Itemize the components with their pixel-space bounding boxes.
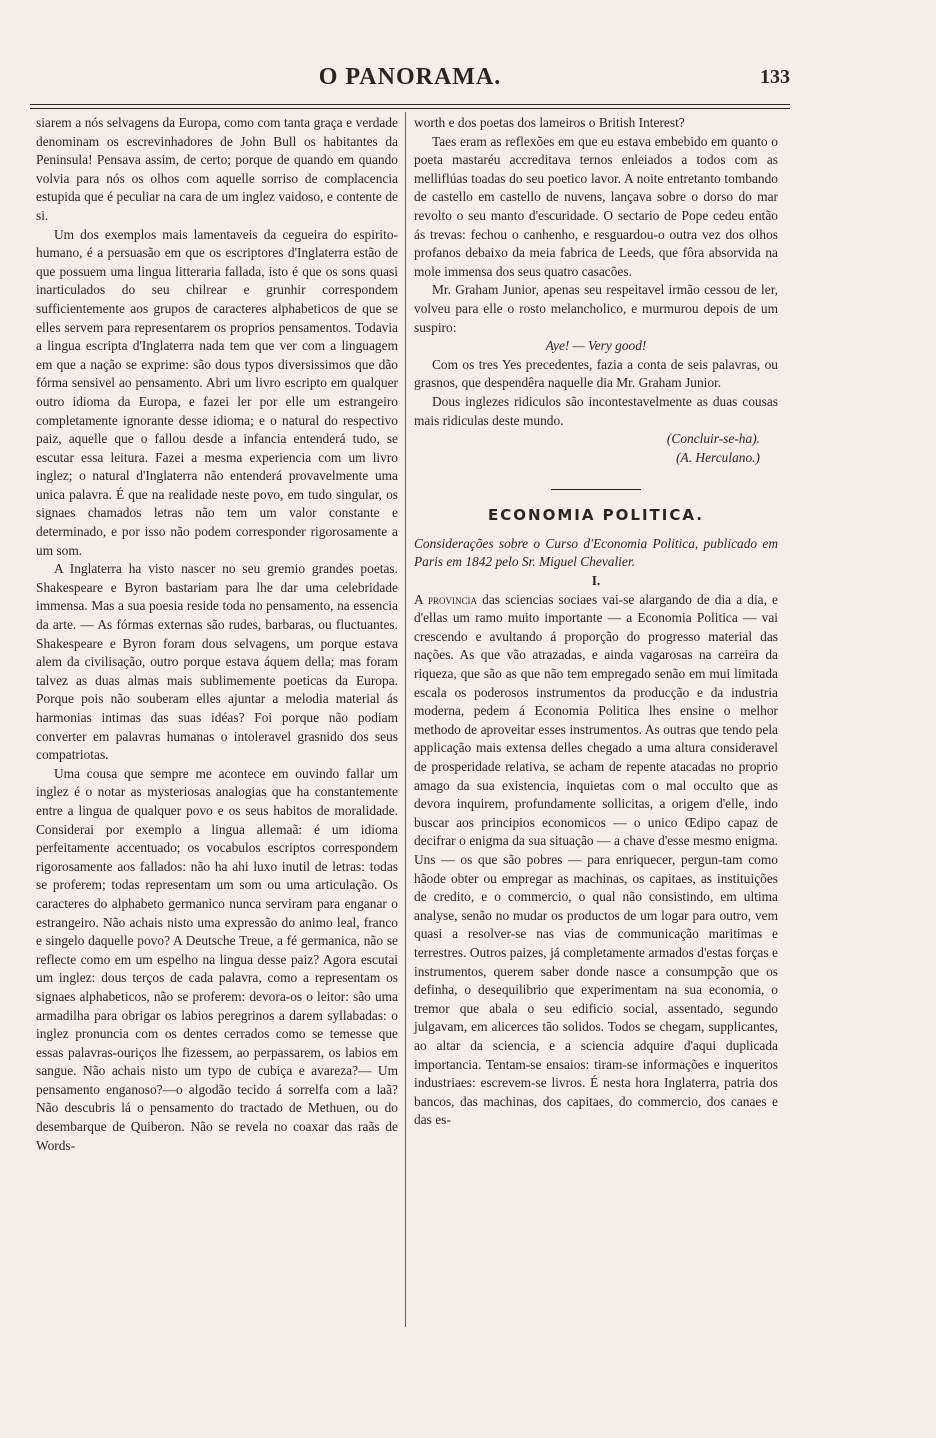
header-rule — [30, 104, 790, 105]
author-signature: (A. Herculano.) — [676, 449, 760, 465]
continuation-note: (Concluir-se-ha). — [666, 431, 760, 447]
header-rule-thin — [30, 108, 790, 109]
paragraph: Uma cousa que sempre me acontece em ouvindo fallar um inglez é o notar as mysteriosas analogias que ha constantemente entre a lingua de qualquer povo e os seus habitos de moralidade. Considerai por exemplo a lingua allemaã: é um idioma perfeitamente accentuado; os vocabulos escriptos correspondem rigorosamente aos fallados: não ha ahi luxo inutil de letras: todas se proferem; todas representam um som ou uma articulação. Os caracteres do alphabeto germanico nunca serviram para enganar o estrangeiro. Não achais nisto uma expressão do animo leal, franco e singelo daquelle povo? A Deutsche Treue, a fé germanica, não se reflecte como em um espelho na lingua desse paiz? Agora escutai um inglez: dous terços de cada palavra, como a representam os signaes alphabeticos, não se proferem: devora-os o leitor: são uma armadilha para obrigar os labios peregrinos a darem syllabadas: o inglez pronuncia com os dentes cerrados como se temesse que essas palavras-ouriços lhe fizessem, ao perpassarem, os labios em sangue. Não achais nisto um typo de cubiça e avareza?— Um pensamento enganoso?—o algodão tecido á sorrelfa com a laã? Não descubris lá o pensamento do tractado de Methuen, ou do desembarque de Quiberon. Não se revela no coaxar das raãs de Words- — [36, 765, 398, 1153]
paragraph: worth e dos poetas dos lameiros o British Interest? — [414, 115, 685, 130]
paragraph: Mr. Graham Junior, apenas seu respeitavel irmão cessou de ler, volveu para elle o rosto melancholico, e murmurou depois de um suspiro: — [414, 282, 778, 335]
paragraph: Taes eram as reflexões em que eu estava embebido em quanto o poeta mastaréu accreditava ternos enleiados a todos com as melliflúas toadas do seu poetico lavor. A noite entretanto tombando de castello em castello de nuvens, lançava sobre o dorso do mar revolto o seu manto d'escuridade. O sectario de Pope cedeu então ás trevas: fechou o canhenho, e resguardou-o outra vez dos olhos profanos debaixo da meia fabrica de Leeds, que fôra absorvida na mole immensa dos seus quatro casacões. — [414, 133, 778, 279]
column-separator — [405, 112, 406, 1327]
section-title: ECONOMIA POLITICA. — [488, 506, 704, 525]
paragraph: Dous inglezes ridiculos são incontestavelmente as duas cousas mais ridiculas deste mundo. — [414, 393, 778, 428]
page-number: 133 — [760, 66, 790, 88]
paragraph — [414, 591, 778, 1130]
paragraph: siarem a nós selvagens da Europa, como com tanta graça e verdade denominam os escrevinhadores de John Bull os habitantes da Peninsula! Pensava assim, de certo; porque de quando em quando volvia para nós os olhos com aquelle sorriso de complacencia estupida que é peculiar na cara de um inglez vaidoso, e contente de si. — [36, 115, 398, 223]
section-divider — [551, 489, 641, 490]
left-column — [36, 114, 398, 1155]
section-subtitle: Considerações sobre o Curso d'Economia Politica, publicado em Paris em 1842 pelo Sr. Miguel Chevalier. — [414, 535, 778, 570]
lead-word: A provincia — [414, 591, 478, 607]
right-column — [414, 114, 778, 1130]
paragraph-body: das sciencias sociaes vai-se alargando de dia a dia, e d'ellas um ramo muito importante — a Economia Politica — vai crescendo e avultando á proporção do progresso material das nações. As que vão atrazadas, e ainda vagarosas na carreira da riqueza, que são as que não tem empregado senão em mui limitada escala os poderosos instrumentos da producção e da industria moderna, pedem á Economia Politica lhes ensine o melhor methodo de aproveitar esses instrumentos. As outras que tendo pela applicação mais extensa delles chegado a uma altura consideravel de prosperidade relativa, se acham de repente atacadas no proprio amago da sua existencia, inquietas com o mal occulto que as devora inquirem, profundamente sollicitas, a origem d'elle, indo buscar aos principios economicos — o unico Œdipo capaz de decifrar o enigma da sua situação — a chave d'esse mesmo enigma. Uns — os que são pobres — para enriquecer, pergun-tam como hãode obter ou empregar as machinas, os capitaes, as instituições de credito, e o commercio, o qual não consistindo, em ultima analyse, senão no mudar os productos de um logar para outro, vem quasi a resolver-se nas vias de communicação maritimas e terrestres. Outros paizes, já completamente armados d'estas forças e instrumentos, querem saber donde nasce a consumpção que os definha, o desequilibrio que experimentam na sua economia, o tremor que abala o seu edificio social, assentado, segundo julgavam, em alicerces tão solidos. Todos se chegam, supplicantes, ao altar da sciencia, e a sciencia adquire d'aqui duplicada importancia. Tentam-se ensaios: tiram-se informações e inqueritos industriaes: escrevem-se livros. É nesta hora Inglaterra, patria dos bancos, das machinas, dos capitaes, do commercio, dos canaes e das es- — [414, 591, 778, 1128]
dialogue-line: Aye! — Very good! — [545, 338, 647, 354]
page-header — [30, 60, 790, 100]
section-numeral: I. — [591, 573, 601, 589]
paragraph: Com os tres Yes precedentes, fazia a conta de seis palavras, ou grasnos, que despendêra naquelle dia Mr. Graham Junior. — [414, 356, 778, 391]
masthead-title: O PANORAMA. — [318, 64, 502, 90]
paragraph: A Inglaterra ha visto nascer no seu gremio grandes poetas. Shakespeare e Byron bastariam para lhe dar uma celebridade immensa. Mas a sua poesia reside toda no pensamento, na essencia da arte. — As fórmas externas são rudes, barbaras, ou fluctuantes. Shakespeare e Byron foram dous selvagens, um porque estava alem da civilisação, outro porque estava áquem della; mas foram talvez as duas almas mais sublimemente poeticas da Europa. Porque pois não souberam elles ajuntar a melodia material ás harmonias intimas das suas idéas? Foi porque não podiam converter em palavras humanas o intoleravel grasnido dos seus compatriotas. — [36, 561, 398, 763]
paragraph: Um dos exemplos mais lamentaveis da cegueira do espirito-humano, é a persuasão em que os escriptores d'Inglaterra estão de que possuem uma lingua litteraria fallada, isto é que os sons quasi inarticulados do seu chilrear e grunhir correspondem sufficientemente aos grupos de caracteres alphabeticos de que se elles servem para representarem os proprios pensamentos. Todavia a lingua escripta d'Inglaterra nada tem que ver com a linguagem em que a nação se exprime: são dous typos diversissimos que dão fórma sensivel ao pensamento. Abri um livro escripto em qualquer outro idioma da Europa, e fazei ler por elle um estrangeiro completamente ignorante desse idioma; e o natural do respectivo paiz, aquelle que o fallou desde a infancia entenderá tudo, se escutar essa leitura. Fazei a mesma experiencia com um livro inglez; o natural d'Inglaterra não entenderá provavelmente uma unica palavra. É que na realidade neste povo, em tudo singular, os signaes chamados letras não tem um valor constante e determinado, e por isso não podem corresponder rigorosamente a um som. — [36, 226, 398, 558]
